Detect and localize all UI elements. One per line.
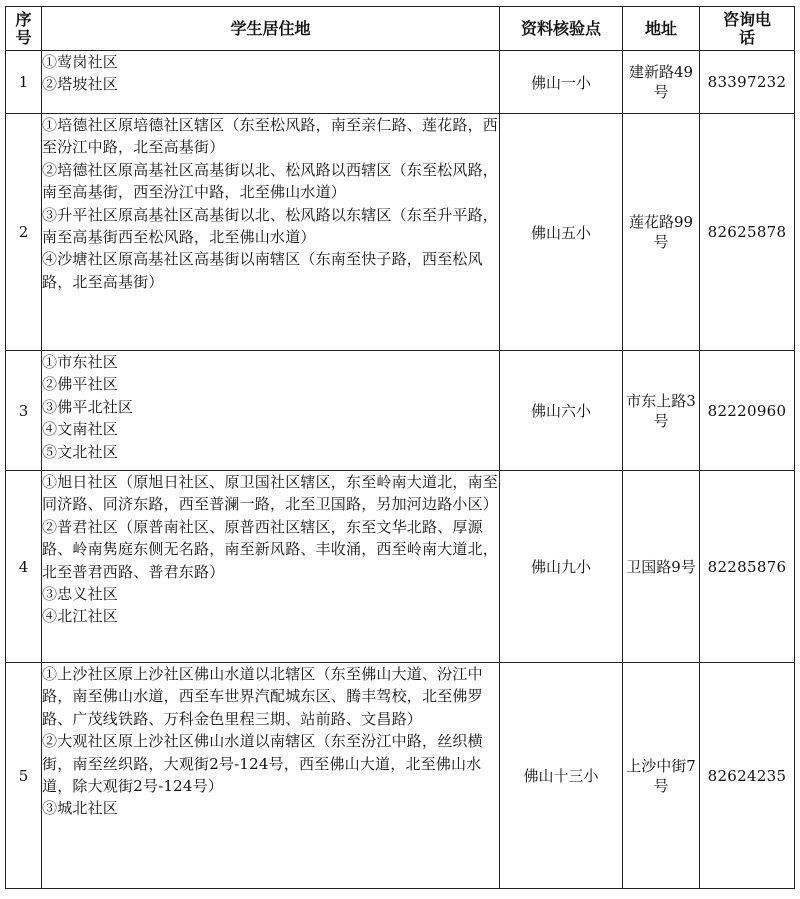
residence-line: ①培德社区原培德社区辖区（东至松风路，南至亲仁路、莲花路，西至汾江中路，北至高基街） bbox=[42, 116, 499, 157]
residence-line: ③升平社区原高基社区高基街以北、松风路以东辖区（东至升平路，南至高基街西至松风路，北至佛山水道） bbox=[42, 205, 499, 247]
residence-line: ③佛平北社区 bbox=[42, 397, 134, 416]
residence-line: ②塔坡社区 bbox=[42, 75, 119, 94]
residence-line: ②普君社区（原普南社区、原普西社区辖区，东至文华北路、厚源路、岭南隽庭东侧无名路，南至新风路、丰收涌，西至岭南大道北，北至普君西路、普君东路） bbox=[42, 517, 499, 581]
residence-line: ⑤文北社区 bbox=[42, 442, 119, 461]
residence-line: ②培德社区原高基社区高基街以北、松风路以西辖区（东至松风路，南至高基街，西至汾江中路，北至佛山水道） bbox=[42, 160, 499, 202]
residence-line: ①市东社区 bbox=[42, 353, 119, 371]
residence-line: ①上沙社区原上沙社区佛山水道以北辖区（东至佛山大道、汾江中路，南至佛山水道，西至车世界汽配城东区、腾丰驾校，北至佛罗路、广茂线铁路、万科金色里程三期、站前路、文昌路） bbox=[42, 665, 483, 728]
table-row bbox=[6, 114, 795, 351]
residence-line: ②大观社区原上沙社区佛山水道以南辖区（东至汾江中路，丝织横街，南至丝织路，大观街2号-124号，西至佛山大道，北至佛山水道，除大观街2号-124号） bbox=[42, 732, 483, 796]
table-row bbox=[6, 51, 795, 114]
row-seq: 4 bbox=[6, 471, 42, 663]
row-residence bbox=[42, 663, 500, 889]
row-address: 莲花路99号 bbox=[623, 114, 700, 351]
residence-line: ④北江社区 bbox=[42, 607, 119, 626]
header-row bbox=[6, 7, 795, 51]
row-checkpoint: 佛山九小 bbox=[500, 471, 623, 663]
table-row bbox=[6, 663, 795, 889]
residence-line: ②佛平社区 bbox=[42, 375, 119, 394]
row-address: 卫国路9号 bbox=[623, 471, 700, 663]
row-checkpoint: 佛山五小 bbox=[500, 114, 623, 351]
header-seq: 序号 bbox=[6, 7, 42, 51]
row-residence bbox=[42, 351, 500, 471]
residence-line: ①莺岗社区 bbox=[42, 53, 119, 71]
header-address: 地址 bbox=[623, 7, 700, 51]
residence-line: ③城北社区 bbox=[42, 799, 119, 818]
row-seq: 2 bbox=[6, 114, 42, 351]
row-phone: 82285876 bbox=[700, 471, 795, 663]
header-residence: 学生居住地 bbox=[42, 7, 500, 51]
header-checkpoint: 资料核验点 bbox=[500, 7, 623, 51]
row-address: 上沙中街7号 bbox=[623, 663, 700, 889]
table-row bbox=[6, 351, 795, 471]
residence-line: ③忠义社区 bbox=[42, 585, 119, 604]
row-checkpoint: 佛山六小 bbox=[500, 351, 623, 471]
table-row bbox=[6, 471, 795, 663]
row-seq: 5 bbox=[6, 663, 42, 889]
row-address: 市东上路3号 bbox=[623, 351, 700, 471]
residence-line: ④文南社区 bbox=[42, 420, 119, 439]
residence-checkpoint-table bbox=[5, 6, 795, 889]
row-phone: 83397232 bbox=[700, 51, 795, 114]
row-phone: 82220960 bbox=[700, 351, 795, 471]
row-checkpoint: 佛山十三小 bbox=[500, 663, 623, 889]
row-seq: 3 bbox=[6, 351, 42, 471]
row-address: 建新路49号 bbox=[623, 51, 700, 114]
row-seq: 1 bbox=[6, 51, 42, 114]
row-phone: 82625878 bbox=[700, 114, 795, 351]
residence-line: ①旭日社区（原旭日社区、原卫国社区辖区，东至岭南大道北，南至同济路、同济东路，西至普澜一路，北至卫国路，另加河边路小区） bbox=[42, 473, 499, 514]
residence-line: ④沙塘社区原高基社区高基街以南辖区（东南至快子路，西至松风路，北至高基街） bbox=[42, 250, 483, 291]
header-phone: 咨询电话 bbox=[700, 7, 795, 51]
row-residence bbox=[42, 471, 500, 663]
row-residence bbox=[42, 51, 500, 114]
row-phone: 82624235 bbox=[700, 663, 795, 889]
row-residence bbox=[42, 114, 500, 351]
row-checkpoint: 佛山一小 bbox=[500, 51, 623, 114]
